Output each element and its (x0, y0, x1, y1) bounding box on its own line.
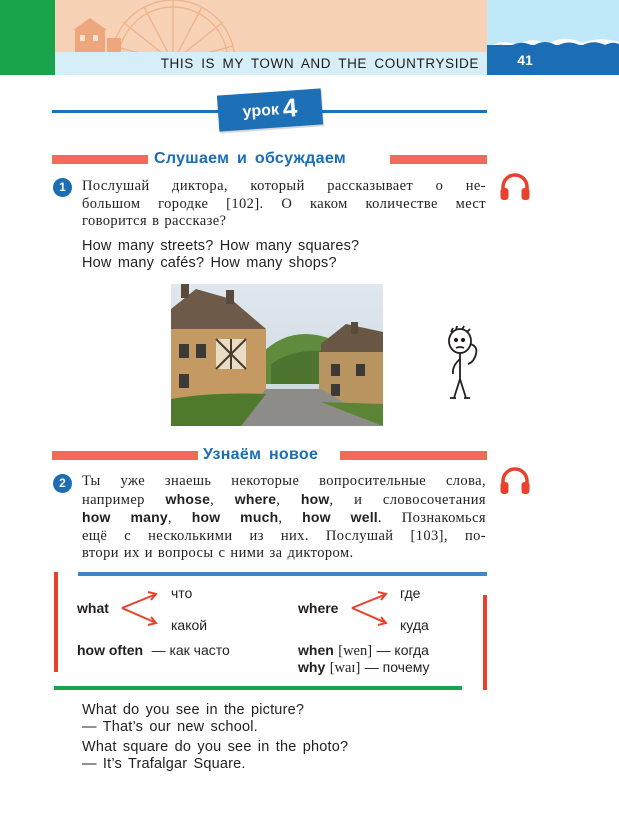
vocab-left-border (54, 572, 58, 672)
keyword-where: where (234, 490, 277, 507)
vocab-what: what (77, 600, 109, 616)
exercise-number-1: 1 (53, 178, 72, 197)
vocab-when-translation: — когда (376, 642, 429, 658)
section-bar-left (52, 451, 198, 460)
example-dialogue (82, 702, 482, 773)
page-number: 41 (517, 52, 533, 68)
section-bar-left (52, 155, 148, 164)
vocab-what-translation-2: какой (171, 617, 208, 633)
dialogue-line: — That’s our new school. (82, 719, 258, 735)
dialogue-line: — It’s Trafalgar Square. (82, 756, 246, 772)
section-bar-right (390, 155, 487, 164)
vocab-where-translation-2: куда (400, 617, 429, 633)
headphones-icon[interactable] (499, 172, 531, 207)
exercise-1-line: говорится в рассказе? (82, 213, 227, 229)
vocab-when-phonetic: [wen] (338, 643, 373, 659)
wave-decoration (487, 39, 619, 51)
exercise-2-line: например whose, where, how, и словосочетания (82, 490, 486, 508)
exercise-1-line: большом городке [102]. О каком количестве мест (82, 195, 486, 212)
header-green-block (0, 0, 55, 75)
vocab-right-border (483, 595, 487, 690)
vocab-bottom-border (54, 686, 462, 690)
lesson-badge (217, 88, 323, 131)
vocab-why-translation: — почему (364, 659, 430, 675)
question-line: How many cafés? How many shops? (82, 255, 337, 271)
header-illustration (55, 0, 487, 52)
section-title-learn: Узнаём новое (203, 446, 319, 463)
exercise-1-questions (82, 238, 486, 272)
branch-arrows-where (350, 590, 394, 633)
chapter-title: THIS IS MY TOWN AND THE COUNTRYSIDE (160, 56, 479, 71)
vocab-why-phonetic: [waɪ] (329, 660, 361, 676)
vocab-when: when (298, 642, 334, 658)
exercise-number-2: 2 (53, 474, 72, 493)
question-line: How many streets? How many squares? (82, 238, 360, 254)
vocab-what-translation-1: что (171, 585, 193, 601)
keyword-how-many: how many (82, 509, 168, 525)
headphones-icon[interactable] (499, 466, 531, 501)
section-title-listen: Слушаем и обсуждаем (154, 150, 346, 167)
exercise-2-instructions (82, 473, 486, 563)
keyword-how: how (300, 490, 330, 507)
vocab-how-often-translation: — как часто (151, 642, 230, 658)
vocab-where: where (298, 600, 339, 616)
exercise-2-line: ещё с несколькими из них. Послушай [103], по- (82, 527, 486, 544)
village-street-photo (171, 284, 383, 426)
keyword-how-much: how much (191, 509, 279, 525)
exercise-1-line: Послушай диктора, который рассказывает о не- (82, 178, 486, 194)
vocab-why-row (298, 659, 430, 677)
lesson-label: урок (242, 101, 280, 121)
dialogue-line: What do you see in the picture? (82, 702, 305, 718)
section-bar-right (340, 451, 487, 460)
exercise-2-line: how many, how much, how well. Познакомься (82, 509, 486, 526)
ferris-wheel-illustration (55, 0, 487, 52)
keyword-whose: whose (165, 490, 211, 507)
vocab-why: why (298, 659, 326, 675)
exercise-2-line: Ты уже знаешь некоторые вопросительные слова, (82, 473, 486, 489)
exercise-2-line: втори их и вопросы с ними за диктором. (82, 545, 354, 561)
dialogue-line: What square do you see in the photo? (82, 739, 349, 755)
vocab-how-often: how often (77, 642, 144, 658)
vocab-how-often-row (77, 642, 230, 660)
vocab-where-translation-1: где (400, 585, 421, 601)
lesson-number: 4 (281, 92, 299, 124)
exercise-1-instructions (82, 178, 486, 231)
vocab-when-row (298, 642, 429, 660)
branch-arrows-what (120, 590, 164, 633)
keyword-how-well: how well (302, 509, 378, 525)
vocab-top-border (78, 572, 487, 576)
thinking-boy-illustration (440, 324, 486, 409)
